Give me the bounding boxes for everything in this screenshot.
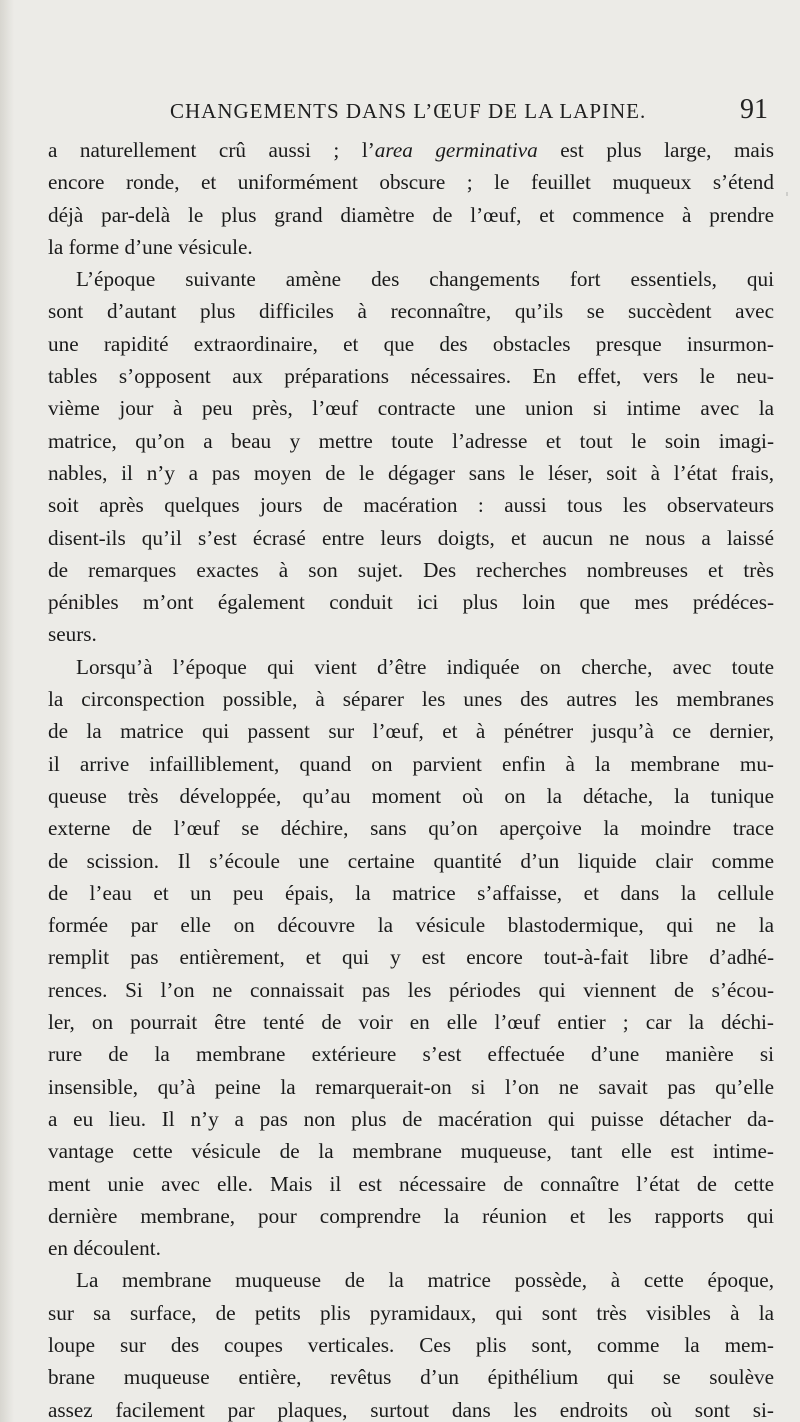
- text-line-13: disent-ils qu’il s’est écrasé entre leurs doigts, et aucun ne nous a laissé: [48, 525, 774, 550]
- text-line-31: a eu lieu. Il n’y a pas non plus de macération qui puisse détacher da-: [48, 1106, 774, 1131]
- text-line-11: nables, il n’y a pas moyen de le dégager sans le léser, soit à l’état frais,: [48, 460, 774, 485]
- text-line-28: ler, on pourrait être tenté de voir en elle l’œuf entier ; car la déchi-: [48, 1010, 774, 1035]
- text-line-16: seurs.: [48, 622, 97, 647]
- text-line-07: une rapidité extraordinaire, et que des obstacles presque insurmon-: [48, 331, 774, 356]
- text-line-25: formée par elle on découvre la vésicule blastodermique, qui ne la: [48, 913, 774, 938]
- text-line-17: Lorsqu’à l’époque qui vient d’être indiquée on cherche, avec toute: [76, 654, 774, 679]
- text-line-19: de la matrice qui passent sur l’œuf, et à pénétrer jusqu’à ce dernier,: [48, 719, 774, 744]
- text-line-22: externe de l’œuf se déchire, sans qu’on aperçoive la moindre trace: [48, 816, 774, 841]
- text-line-04: la forme d’une vésicule.: [48, 234, 253, 259]
- page-margin-shadow: [0, 0, 14, 1422]
- text-line-38: loupe sur des coupes verticales. Ces plis sont, comme la mem-: [48, 1332, 774, 1357]
- paper-spot: [767, 376, 770, 379]
- text-line-24: de l’eau et un peu épais, la matrice s’affaisse, et dans la cellule: [48, 880, 774, 905]
- text-line-01: [48, 134, 774, 166]
- text-line-29: rure de la membrane extérieure s’est effectuée d’une manière si: [48, 1042, 774, 1067]
- text-line-35: en découlent.: [48, 1236, 161, 1261]
- text-line-21: queuse très développée, qu’au moment où on la détache, la tunique: [48, 783, 774, 808]
- text-line-01-italic: area germinativa: [374, 138, 538, 162]
- text-line-10: matrice, qu’on a beau y mettre toute l’adresse et tout le soin imagi-: [48, 428, 774, 453]
- text-line-37: sur sa surface, de petits plis pyramidaux, qui sont très visibles à la: [48, 1300, 774, 1325]
- text-line-08: tables s’opposent aux préparations nécessaires. En effet, vers le neu-: [48, 364, 774, 389]
- text-line-15: pénibles m’ont également conduit ici plus loin que mes prédéces-: [48, 590, 774, 615]
- text-line-18: la circonspection possible, à séparer les unes des autres les membranes: [48, 687, 774, 712]
- text-line-20: il arrive infailliblement, quand on parvient enfin à la membrane mu-: [48, 751, 774, 776]
- text-line-06: sont d’autant plus difficiles à reconnaître, qu’ils se succèdent avec: [48, 299, 774, 324]
- text-line-26: remplit pas entièrement, et qui y est encore tout-à-fait libre d’adhé-: [48, 945, 774, 970]
- text-line-32: vantage cette vésicule de la membrane muqueuse, tant elle est intime-: [48, 1139, 774, 1164]
- text-line-27: rences. Si l’on ne connaissait pas les périodes qui viennent de s’écou-: [48, 977, 774, 1002]
- text-line-34: dernière membrane, pour comprendre la réunion et les rapports qui: [48, 1203, 774, 1228]
- text-line-12: soit après quelques jours de macération : aussi tous les observateurs: [48, 493, 774, 518]
- text-line-23: de scission. Il s’écoule une certaine quantité d’un liquide clair comme: [48, 848, 774, 873]
- body-text: [48, 134, 774, 1422]
- text-line-30: insensible, qu’à peine la remarquerait-on si l’on ne savait pas qu’elle: [48, 1074, 774, 1099]
- text-line-36: La membrane muqueuse de la matrice possède, à cette époque,: [76, 1268, 774, 1293]
- running-header: [48, 96, 772, 130]
- running-title: CHANGEMENTS DANS L’ŒUF DE LA LAPINE.: [170, 99, 647, 123]
- text-line-33: ment unie avec elle. Mais il est nécessaire de connaître l’état de cette: [48, 1171, 774, 1196]
- page-number: 91: [740, 94, 768, 125]
- text-line-14: de remarques exactes à son sujet. Des recherches nombreuses et très: [48, 557, 774, 582]
- text-line-09: vième jour à peu près, l’œuf contracte une union si intime avec la: [48, 396, 774, 421]
- text-line-05: L’époque suivante amène des changements fort essentiels, qui: [76, 267, 774, 292]
- text-line-02: encore ronde, et uniformément obscure ; le feuillet muqueux s’étend: [48, 170, 774, 195]
- text-line-03: déjà par-delà le plus grand diamètre de l’œuf, et commence à prendre: [48, 202, 774, 227]
- text-line-40: assez facilement par plaques, surtout dans les endroits où sont si-: [48, 1397, 774, 1422]
- paper-spot: [786, 192, 788, 196]
- text-line-01-end: est plus large, mais: [537, 138, 774, 162]
- text-line-39: brane muqueuse entière, revêtus d’un épithélium qui se soulève: [48, 1365, 774, 1390]
- text-line-01-start: a naturellement crû aussi ; l’: [48, 138, 375, 162]
